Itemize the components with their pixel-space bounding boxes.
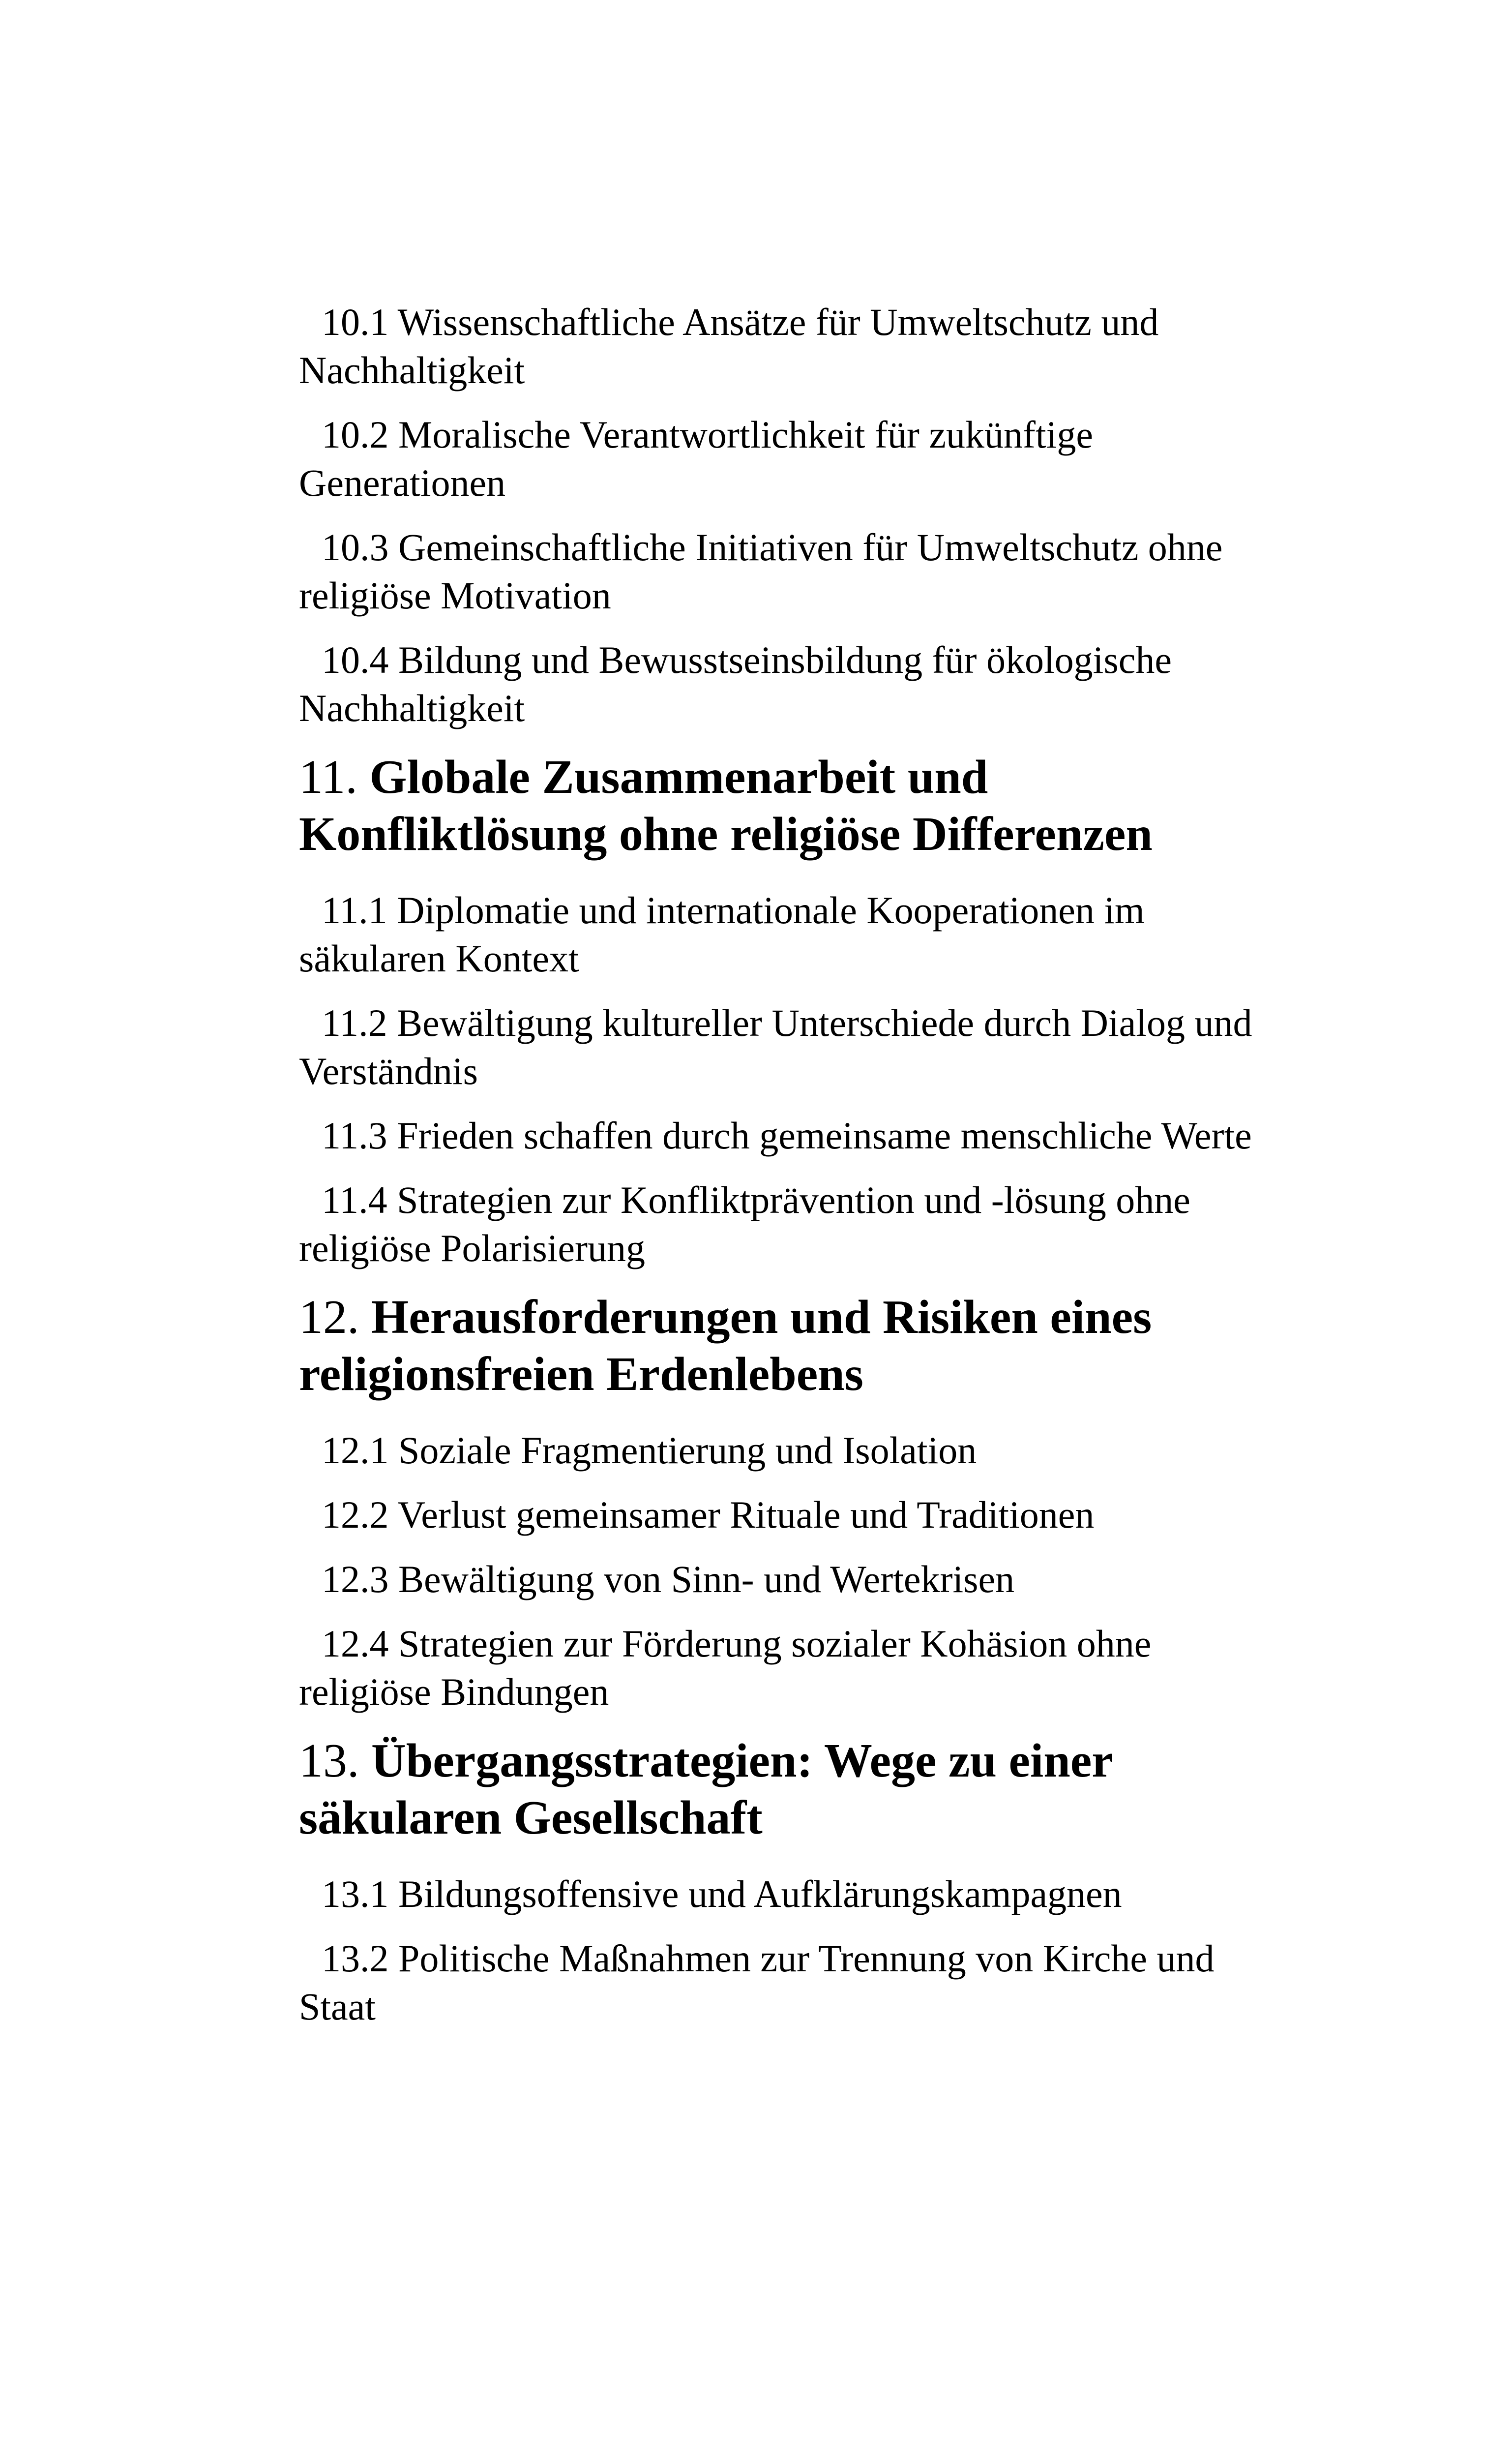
toc-entry-10-3: 10.3 Gemeinschaftliche Initiativen für Umweltschutz ohne religiöse Motivation	[299, 526, 1223, 617]
chapter-title: Übergangsstrategien: Wege zu einer säkularen Gesellschaft	[299, 1734, 1112, 1844]
chapter-heading-13	[299, 1732, 1263, 1846]
table-of-contents	[299, 298, 1263, 2047]
chapter-number: 11.	[299, 751, 357, 804]
toc-entry-12-1: 12.1 Soziale Fragmentierung und Isolation	[322, 1429, 977, 1472]
toc-entry-10-4: 10.4 Bildung und Bewusstseinsbildung für ökologische Nachhaltigkeit	[299, 638, 1172, 729]
toc-entry-12-4: 12.4 Strategien zur Förderung sozialer Kohäsion ohne religiöse Bindungen	[299, 1622, 1152, 1713]
toc-entry-13-1: 13.1 Bildungsoffensive und Aufklärungskampagnen	[322, 1872, 1122, 1915]
toc-entry-11-4: 11.4 Strategien zur Konfliktprävention und -lösung ohne religiöse Polarisierung	[299, 1178, 1190, 1269]
chapter-heading-11	[299, 749, 1263, 863]
chapter-heading-12	[299, 1289, 1263, 1403]
toc-entry-13-2: 13.2 Politische Maßnahmen zur Trennung von Kirche und Staat	[299, 1937, 1215, 2028]
toc-entry-11-3: 11.3 Frieden schaffen durch gemeinsame menschliche Werte	[322, 1114, 1252, 1157]
chapter-number: 12.	[299, 1291, 359, 1344]
toc-entry-10-1: 10.1 Wissenschaftliche Ansätze für Umweltschutz und Nachhaltigkeit	[299, 301, 1159, 392]
chapter-title: Globale Zusammenarbeit und Konfliktlösung ohne religiöse Differenzen	[299, 751, 1153, 861]
toc-entry-12-2: 12.2 Verlust gemeinsamer Rituale und Traditionen	[322, 1493, 1095, 1536]
toc-entry-10-2: 10.2 Moralische Verantwortlichkeit für zukünftige Generationen	[299, 413, 1093, 504]
chapter-title: Herausforderungen und Risiken eines religionsfreien Erdenlebens	[299, 1291, 1152, 1401]
toc-entry-12-3: 12.3 Bewältigung von Sinn- und Wertekrisen	[322, 1558, 1015, 1600]
chapter-number: 13.	[299, 1734, 359, 1787]
toc-entry-11-2: 11.2 Bewältigung kultureller Unterschiede durch Dialog und Verständnis	[299, 1001, 1252, 1092]
toc-entry-11-1: 11.1 Diplomatie und internationale Kooperationen im säkularen Kontext	[299, 889, 1145, 980]
